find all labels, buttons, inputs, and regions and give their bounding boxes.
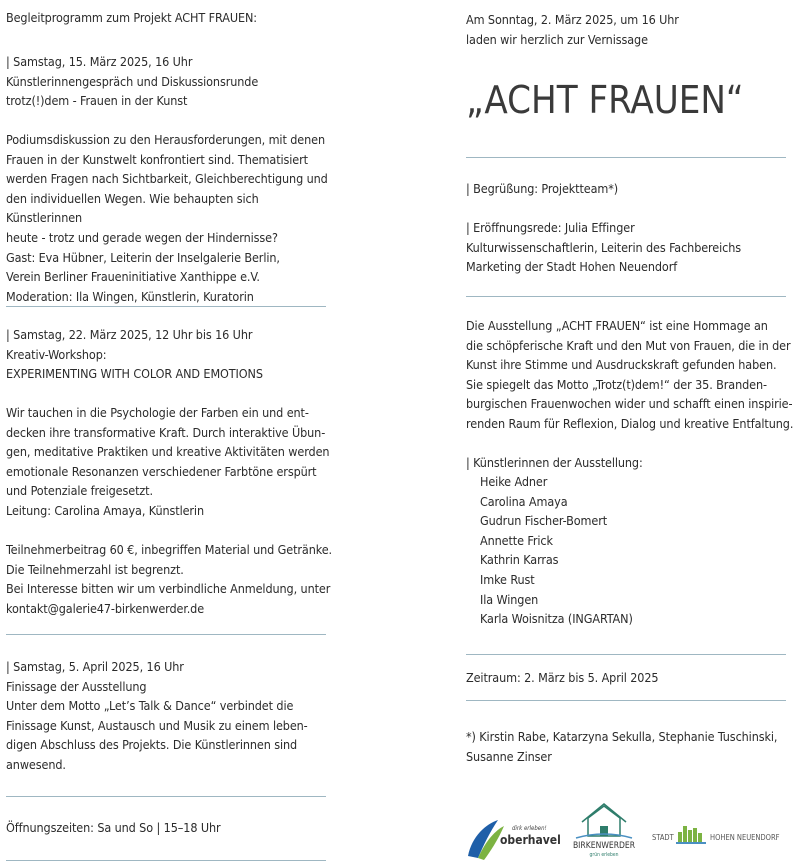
artist-list <box>480 472 633 629</box>
sponsor-logos <box>464 800 794 866</box>
exhibition-description: Die Ausstellung „ACHT FRAUEN“ ist eine Hommage an die schöpferische Kraft und den Mut von Frauen, die in der Kunst ihre Stimme und Ausdruckskraft gefunden haben. Sie spiegelt das Motto „Trotz(t)dem!“ der 35. Branden- burgischen Frauenwochen wider und schafft einen inspirie- renden Raum für Reflexion, Dialog und kreative Entfaltung. <box>466 318 794 431</box>
event2-header: | Samstag, 22. März 2025, 12 Uhr bis 16 Uhr Kreativ-Workshop: EXPERIMENTING WITH COLOR AND EMOTIONS <box>6 327 263 382</box>
exhibition-title: „ACHT FRAUEN“ <box>466 78 744 122</box>
divider <box>6 306 326 307</box>
artist-item: Imke Rust <box>480 571 535 587</box>
birkenwerder-tagline: grün erleben <box>589 852 619 858</box>
artist-item: Annette Frick <box>480 532 553 548</box>
artists-heading: | Künstlerinnen der Ausstellung: <box>466 455 643 470</box>
divider <box>466 654 786 655</box>
exhibition-period: Zeitraum: 2. März bis 5. April 2025 <box>466 670 659 685</box>
welcome-line: | Begrüßung: Projektteam*) <box>466 181 619 196</box>
divider <box>6 796 326 797</box>
divider <box>466 700 786 701</box>
event1-header: | Samstag, 15. März 2025, 16 Uhr Künstlerinnengespräch und Diskussionsrunde trotz(!)dem - Frauen in der Kunst <box>6 54 259 109</box>
divider <box>466 296 786 297</box>
birkenwerder-logo <box>564 800 644 862</box>
stadt-label: STADT <box>652 833 674 842</box>
oberhavel-logo <box>464 810 561 862</box>
divider <box>466 157 786 158</box>
city-skyline-icon <box>678 826 702 842</box>
vernissage-intro: Am Sonntag, 2. März 2025, um 16 Uhr laden wir herzlich zur Vernissage <box>466 12 679 47</box>
artist-item: Heike Adner <box>480 474 548 489</box>
hohen-neuendorf-name: HOHEN NEUENDORF <box>710 833 780 842</box>
oberhavel-name: oberhavel <box>500 833 561 847</box>
footnote: *) Kirstin Rabe, Katarzyna Sekulla, Stephanie Tuschinski, Susanne Zinser <box>466 729 778 764</box>
event1-body: Podiumsdiskussion zu den Herausforderungen, mit denen Frauen in der Kunstwelt konfrontiert sind. Thematisiert werden Fragen nach Sichtbarkeit, Gleichberechtigung und den individuellen Wegen. Wie behaupten sich Künstlerinnen heute - trotz und gerade wegen der Hindernisse? Gast: Eva Hübner, Leiterin der Inselgalerie Berlin, Verein Berliner Fraueninitiative Xanthippe e.V. Moderation: Ila Wingen, Künstlerin, Kuratorin <box>6 132 328 304</box>
artist-item: Carolina Amaya <box>480 493 568 509</box>
oberhavel-tagline: dirk erleben! <box>512 825 547 832</box>
event3-block: | Samstag, 5. April 2025, 16 Uhr Finissage der Ausstellung Unter dem Motto „Let’s Talk & Dance“ verbindet die Finissage Kunst, Austausch und Musik zu einem leben- digen Abschluss des Projekts. Die Künstlerinnen sind anwesend. <box>6 659 308 772</box>
birkenwerder-name: BIRKENWERDER <box>572 841 636 851</box>
opening-speech: | Eröffnungsrede: Julia Effinger Kulturwissenschaftlerin, Leiterin des Fachbereichs Marketing der Stadt Hohen Neuendorf <box>466 220 742 275</box>
event2-body: Wir tauchen in die Psychologie der Farben ein und ent- decken ihre transformative Kraft. Durch interaktive Übun- gen, meditative Praktiken und kreative Aktivitäten werden emotionale Resonanzen verschiedener Farbtöne erspürt und Potenziale freigesetzt. Leitung: Carolina Amaya, Künstlerin <box>6 405 330 518</box>
event2-fee: Teilnehmerbeitrag 60 €, inbegriffen Material und Getränke. Die Teilnehmerzahl ist begrenzt. Bei Interesse bitten wir um verbindliche Anmeldung, unter kontakt@galerie47-birkenwerder.de <box>6 542 332 616</box>
artist-item: Kathrin Karras <box>480 552 559 568</box>
opening-hours: Öffnungszeiten: Sa und So | 15–18 Uhr <box>6 820 221 835</box>
hohen-neuendorf-logo <box>652 820 792 850</box>
divider <box>6 860 326 861</box>
artist-item: Ila Wingen <box>480 591 539 607</box>
artist-item: Karla Woisnitza (INGARTAN) <box>480 611 633 627</box>
divider <box>6 634 326 635</box>
artist-item: Gudrun Fischer-Bomert <box>480 513 608 529</box>
program-heading: Begleitprogramm zum Projekt ACHT FRAUEN: <box>6 10 257 25</box>
